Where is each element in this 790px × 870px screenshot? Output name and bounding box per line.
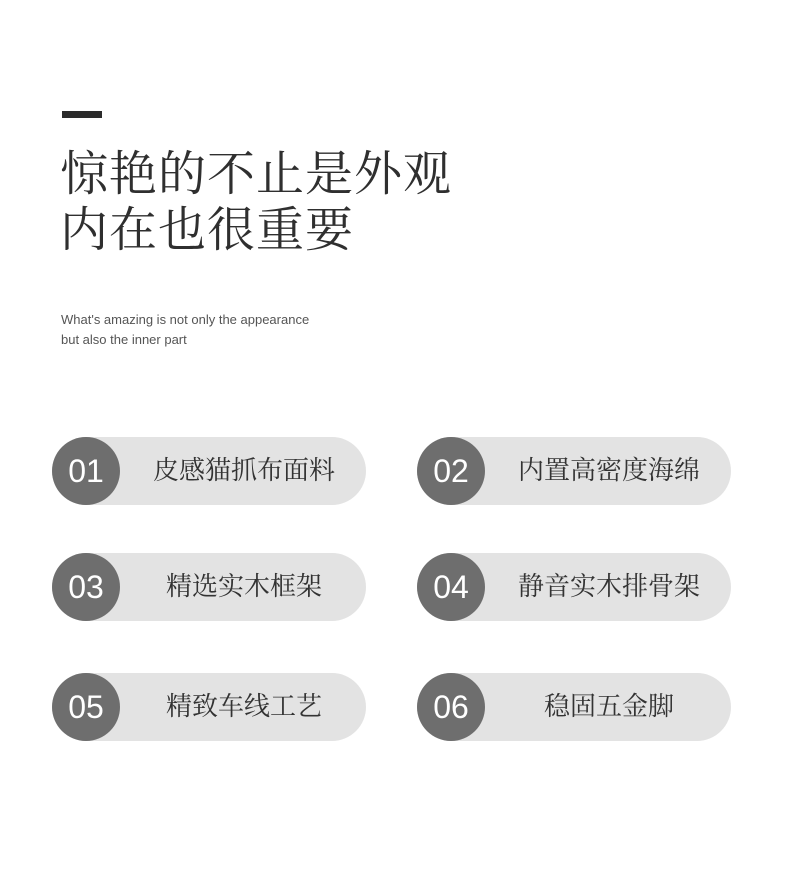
feature-label: 精致车线工艺: [165, 692, 322, 722]
feature-number-badge: 05: [52, 673, 120, 741]
feature-label: 静音实木排骨架: [517, 572, 700, 602]
feature-item-05: [52, 673, 366, 741]
page-title: [60, 146, 452, 258]
feature-item-03: [52, 553, 366, 621]
feature-item-01: [52, 437, 366, 505]
feature-number-badge: 03: [52, 553, 120, 621]
feature-number-badge: 06: [417, 673, 485, 741]
title-line-1: 惊艳的不止是外观: [60, 146, 453, 202]
feature-number-badge: 04: [417, 553, 485, 621]
subtitle-line-1: What's amazing is not only the appearance: [61, 312, 310, 327]
feature-number-badge: 02: [417, 437, 485, 505]
feature-label: 精选实木框架: [165, 572, 322, 602]
accent-bar: [62, 111, 102, 118]
feature-item-04: [417, 553, 731, 621]
feature-label: 稳固五金脚: [543, 692, 674, 722]
feature-item-06: [417, 673, 731, 741]
feature-item-02: [417, 437, 731, 505]
feature-label: 内置高密度海绵: [517, 456, 700, 486]
subtitle: [61, 310, 309, 350]
feature-number-badge: 01: [52, 437, 120, 505]
title-line-2: 内在也很重要: [60, 202, 355, 258]
subtitle-line-2: but also the inner part: [61, 332, 187, 347]
feature-label: 皮感猫抓布面料: [152, 456, 335, 486]
